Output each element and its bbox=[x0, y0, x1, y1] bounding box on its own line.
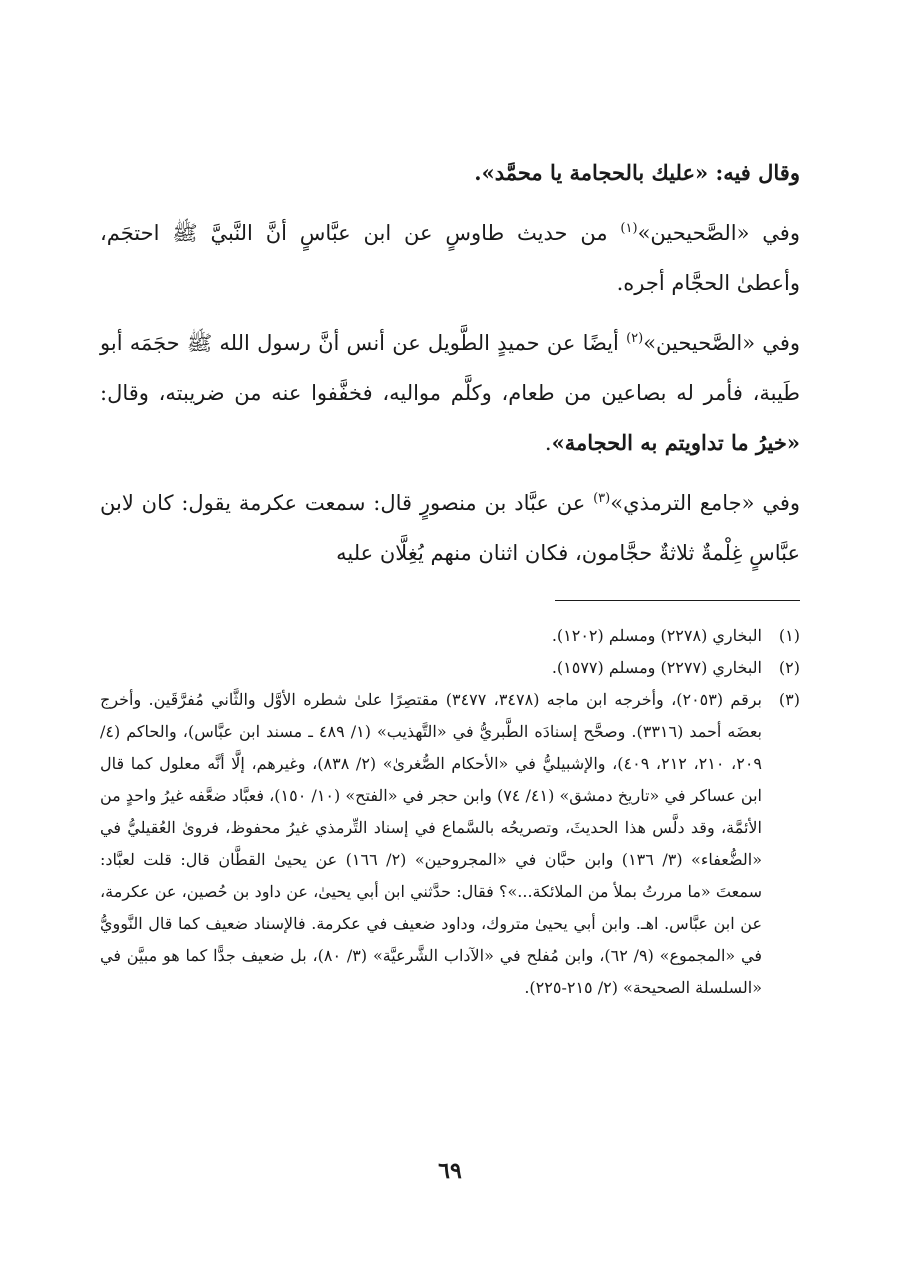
paragraph-4-body: عن عبَّاد بن منصورٍ قال: سمعت عكرمة يقول: كان لابن عبَّاسٍ غِلْمةٌ ثلاثةٌ حجَّامون، فكان اثنان منهم يُغِلَّان عليه bbox=[100, 491, 800, 565]
paragraph-3-lead: وفي «الصَّحيحين» bbox=[643, 331, 800, 355]
paragraph-3 bbox=[100, 318, 800, 468]
page-number: ٦٩ bbox=[438, 1158, 462, 1184]
paragraph-2-body: من حديث طاوسٍ عن ابن عبَّاسٍ أنَّ النَّبيَّ ﷺ احتجَم، وأعطىٰ الحجَّام أجره. bbox=[100, 221, 800, 295]
footnote-1 bbox=[100, 620, 800, 652]
paragraph-2-lead: وفي «الصَّحيحين» bbox=[637, 221, 800, 245]
footnote-ref-3[interactable]: (٣) bbox=[593, 491, 611, 506]
footnote-number: (٣) bbox=[778, 690, 800, 709]
footnote-text: برقم (٢٠٥٣)، وأخرجه ابن ماجه (٣٤٧٨، ٣٤٧٧) مقتصِرًا علىٰ شطره الأوَّل والثَّاني مُفرَّقَين. وأخرج بعضَه أحمد (٣٣١٦). وصحَّح إسنادَه الطَّبريُّ في «التَّهذيب» (١/ ٤٨٩ ـ مسند ابن عبَّاس)، والحاكم (٤/ ٢٠٩، ٢١٠، ٢١٢، ٤٠٩)، والإشبيليُّ في «الأحكام الصُّغرىٰ» (٢/ ٨٣٨)، وغيرهم، إلَّا أنَّه معلول كما قال ابن عساكر في «تاريخ دمشق» (٤١/ ٧٤) وابن حجر في «الفتح» (١٠/ ١٥٠)، فعبَّاد ضعَّفه غيرُ واحدٍ من الأئمَّة، وقد دلَّس هذا الحديثَ، وتصريحُه بالسَّماع في إسناد التِّرمذي غيرُ محفوظ، فروىٰ العُقيليُّ في «الضُّعفاء» (٣/ ١٣٦) وابن حبَّان في «المجروحين» (٢/ ١٦٦) عن يحيىٰ القطَّان قال: قلت لعبَّاد: سمعتَ «ما مررتُ بملأ من الملائكة...»؟ فقال: حدَّثني ابن أبي يحيىٰ، عن داود بن حُصين، عن عكرمة، عن ابن عبَّاس. اهـ. وابن أبي يحيىٰ متروك، وداود ضعيف في عكرمة. فالإسناد ضعيف كما قال النَّوويُّ في «المجموع» (٩/ ٦٢)، وابن مُفلح في «الآداب الشَّرعيَّة» (٣/ ٨٠)، بل ضعيف جدًّا كما هو مبيَّن في «السلسلة الصحيحة» (٢/ ٢١٥-٢٢٥). bbox=[100, 690, 763, 997]
footnote-ref-2[interactable]: (٢) bbox=[626, 331, 644, 346]
footnote-text: البخاري (٢٢٧٨) ومسلم (١٢٠٢). bbox=[551, 626, 762, 645]
footnote-divider bbox=[555, 600, 800, 601]
footnote-3 bbox=[100, 684, 800, 1004]
paragraph-3-end: . bbox=[544, 431, 552, 455]
footnote-number: (١) bbox=[778, 626, 800, 645]
main-text bbox=[100, 148, 800, 588]
paragraph-3-body: أيضًا عن حميدٍ الطَّويل عن أنس أنَّ رسول الله ﷺ حجَمَه أبو طَيبة، فأمر له بصاعين من طعام، وكلَّم مواليه، فخفَّفوا عنه من ضريبته، وقال: bbox=[100, 331, 800, 405]
hadith-quote: «خيرُ ما تداويتم به الحجامة» bbox=[551, 430, 800, 455]
paragraph-4-lead: وفي «جامع الترمذي» bbox=[610, 491, 800, 515]
paragraph-1: وقال فيه: «عليك بالحجامة يا محمَّد». bbox=[474, 160, 800, 185]
footnote-number: (٢) bbox=[778, 658, 800, 677]
footnotes bbox=[100, 620, 800, 1004]
footnote-text: البخاري (٢٢٧٧) ومسلم (١٥٧٧). bbox=[551, 658, 762, 677]
footnote-ref-1[interactable]: (١) bbox=[620, 221, 638, 236]
paragraph-2 bbox=[100, 208, 800, 308]
footnote-2 bbox=[100, 652, 800, 684]
paragraph-4 bbox=[100, 478, 800, 578]
